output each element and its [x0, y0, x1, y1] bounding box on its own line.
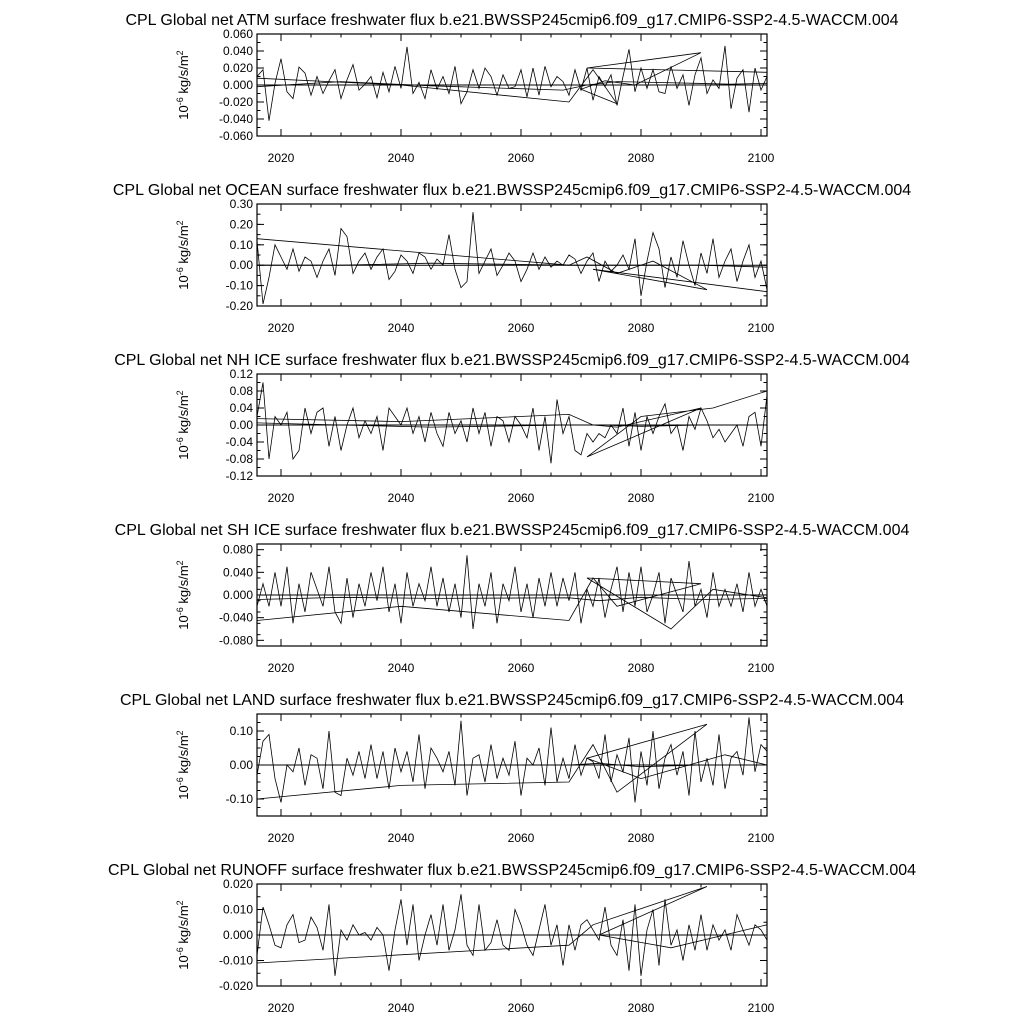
series-line-secondary-1 — [257, 887, 767, 964]
x-tick-label: 2080 — [627, 321, 655, 335]
x-tick-label: 2080 — [627, 491, 655, 505]
y-tick-label: 0.00 — [229, 418, 253, 432]
chart-panel-6 — [108, 862, 916, 1015]
chart-title: CPL Global net NH ICE surface freshwater flux b.e21.BWSSP245cmip6.f09_g17.CMIP6-SSP2-4.5-WACCM.004 — [114, 352, 910, 369]
series-line-secondary-2 — [257, 82, 767, 91]
x-tick-label: 2020 — [267, 321, 295, 335]
chart-panel-1 — [125, 12, 898, 165]
y-tick-label: -0.010 — [218, 953, 253, 968]
series-line-secondary-1 — [257, 724, 767, 799]
chart-panel-4 — [115, 522, 910, 675]
x-tick-label: 2020 — [267, 1001, 295, 1015]
series-line-main — [257, 383, 767, 464]
y-tick-label: 0.08 — [229, 384, 253, 398]
chart-panel-2 — [113, 182, 911, 335]
y-tick-label: 0.020 — [222, 61, 253, 75]
series-line-main — [257, 717, 767, 802]
x-tick-label: 2040 — [387, 151, 415, 165]
x-tick-label: 2060 — [507, 661, 535, 675]
x-tick-label: 2020 — [267, 491, 295, 505]
y-axis-label: $10^{-6}$ $kg/s/m^2$ — [175, 900, 191, 970]
chart-panel-3 — [114, 352, 910, 505]
x-tick-label: 2060 — [507, 491, 535, 505]
chart-title: CPL Global net RUNOFF surface freshwater flux b.e21.BWSSP245cmip6.f09_g17.CMIP6-SSP2-4.5-WACCM.004 — [107, 862, 917, 879]
y-tick-label: -0.040 — [218, 610, 253, 625]
x-tick-label: 2060 — [507, 831, 535, 845]
y-tick-label: 0.040 — [222, 565, 253, 580]
y-tick-label: -0.04 — [225, 435, 253, 449]
x-tick-label: 2020 — [267, 661, 295, 675]
y-tick-label: -0.020 — [218, 979, 253, 993]
y-tick-label: -0.20 — [225, 299, 253, 313]
y-tick-label: 0.10 — [229, 724, 253, 738]
y-tick-label: 0.10 — [229, 237, 253, 252]
y-tick-label: 0.010 — [222, 902, 253, 917]
x-tick-label: 2100 — [747, 151, 775, 165]
series-line-main — [257, 212, 767, 304]
y-tick-label: -0.10 — [225, 278, 253, 293]
x-tick-label: 2020 — [267, 151, 295, 165]
y-tick-label: 0.000 — [222, 588, 253, 602]
y-tick-label: 0.060 — [222, 27, 253, 41]
chart-panel-5 — [120, 692, 904, 845]
series-line-main — [257, 555, 767, 629]
x-tick-label: 2100 — [747, 1001, 775, 1015]
x-tick-label: 2100 — [747, 321, 775, 335]
y-axis-label: $10^{-6}$ $kg/s/m^2$ — [175, 730, 191, 800]
x-tick-label: 2060 — [507, 151, 535, 165]
y-tick-label: -0.12 — [225, 469, 253, 483]
y-tick-label: 0.040 — [222, 44, 253, 58]
x-tick-label: 2080 — [627, 661, 655, 675]
plot-frame — [257, 204, 767, 306]
y-tick-label: 0.12 — [229, 367, 253, 381]
x-tick-label: 2040 — [387, 1001, 415, 1015]
x-tick-label: 2040 — [387, 831, 415, 845]
y-tick-label: -0.040 — [218, 112, 253, 126]
x-tick-label: 2080 — [627, 151, 655, 165]
chart-title: CPL Global net SH ICE surface freshwater flux b.e21.BWSSP245cmip6.f09_g17.CMIP6-SSP2-4.5-WACCM.004 — [114, 522, 910, 539]
y-tick-label: 0.20 — [229, 217, 253, 232]
y-tick-label: -0.080 — [218, 633, 253, 648]
y-tick-label: 0.020 — [222, 877, 253, 891]
chart-title: CPL Global net ATM surface freshwater flux b.e21.BWSSP245cmip6.f09_g17.CMIP6-SSP2-4.5-WACCM.004 — [125, 12, 899, 29]
y-axis-label: $10^{-6}$ $kg/s/m^2$ — [175, 220, 191, 290]
x-tick-label: 2100 — [747, 661, 775, 675]
chart-title: CPL Global net OCEAN surface freshwater flux b.e21.BWSSP245cmip6.f09_g17.CMIP6-SSP2-4.5-WACCM.004 — [112, 182, 912, 199]
y-axis-label: $10^{-6}$ $kg/s/m^2$ — [175, 390, 191, 460]
y-tick-label: 0.04 — [229, 401, 253, 415]
x-tick-label: 2080 — [627, 1001, 655, 1015]
x-tick-label: 2100 — [747, 831, 775, 845]
y-tick-label: -0.10 — [225, 792, 253, 806]
y-tick-label: 0.00 — [229, 258, 253, 273]
x-tick-label: 2060 — [507, 1001, 535, 1015]
y-tick-label: 0.00 — [229, 758, 253, 772]
x-tick-label: 2100 — [747, 491, 775, 505]
y-tick-label: -0.08 — [225, 452, 253, 466]
y-tick-label: -0.060 — [218, 129, 253, 143]
x-tick-label: 2040 — [387, 661, 415, 675]
y-tick-label: 0.30 — [229, 197, 253, 211]
x-tick-label: 2040 — [387, 491, 415, 505]
x-tick-label: 2040 — [387, 321, 415, 335]
y-tick-label: 0.000 — [222, 928, 253, 942]
y-axis-label: $10^{-6}$ $kg/s/m^2$ — [175, 560, 191, 630]
x-tick-label: 2020 — [267, 831, 295, 845]
y-tick-label: 0.000 — [222, 78, 253, 92]
y-axis-label: $10^{-6}$ $kg/s/m^2$ — [175, 50, 191, 120]
chart-title: CPL Global net LAND surface freshwater flux b.e21.BWSSP245cmip6.f09_g17.CMIP6-SSP2-4.5-WACCM.004 — [119, 692, 905, 709]
y-tick-label: 0.080 — [222, 542, 253, 557]
series-line-secondary-2 — [257, 763, 767, 766]
x-tick-label: 2060 — [507, 321, 535, 335]
y-tick-label: -0.020 — [218, 95, 253, 109]
x-tick-label: 2080 — [627, 831, 655, 845]
